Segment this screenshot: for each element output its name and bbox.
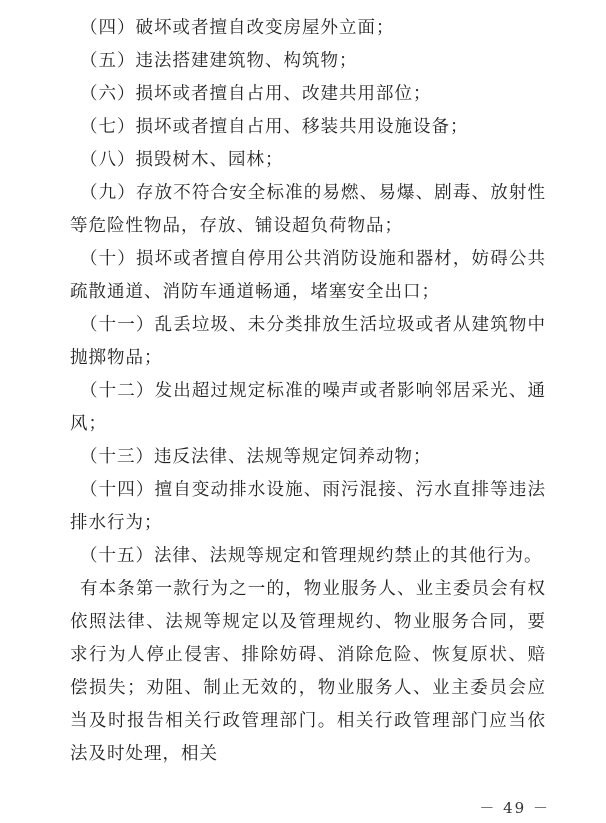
clause-7: （七）损坏或者擅自占用、移装共用设施设备； [80,117,469,137]
clause-11: （十一）乱丢垃圾、未分类排放生活垃圾或者从建筑物中抛掷物品； [70,315,546,368]
clause-10: （十）损坏或者擅自停用公共消防设施和器材，妨碍公共疏散通道、消防车通道畅通，堵塞安全出口； [70,249,546,302]
clause-5: （五）违法搭建建筑物、构筑物； [80,51,358,71]
clause-8: （八）损毁树木、园林； [80,150,284,170]
clause-6: （六）损坏或者擅自占用、改建共用部位； [80,84,432,104]
clause-9: （九）存放不符合安全标准的易燃、易爆、剧毒、放射性等危险性物品，存放、铺设超负荷物品； [70,183,546,236]
page-body [70,12,546,771]
page-number: － 49 － [479,799,550,817]
clause-4: （四）破坏或者擅自改变房屋外立面； [80,18,395,38]
clause-12: （十二）发出超过规定标准的噪声或者影响邻居采光、通风； [70,381,546,434]
clause-15: （十五）法律、法规等规定和管理规约禁止的其他行为。 [80,546,543,566]
clause-13: （十三）违反法律、法规等规定饲养动物； [80,447,432,467]
clause-14: （十四）擅自变动排水设施、雨污混接、污水直排等违法排水行为； [70,480,546,533]
body-paragraph: 有本条第一款行为之一的，物业服务人、业主委员会有权依照法律、法规等规定以及管理规约、物业服务合同，要求行为人停止侵害、排除妨碍、消除危险、恢复原状、赔偿损失；劝阻、制止无效的，物业服务人、业主委员会应当及时报告相关行政管理部门。相关行政管理部门应当依法及时处理，相关 [70,579,546,764]
